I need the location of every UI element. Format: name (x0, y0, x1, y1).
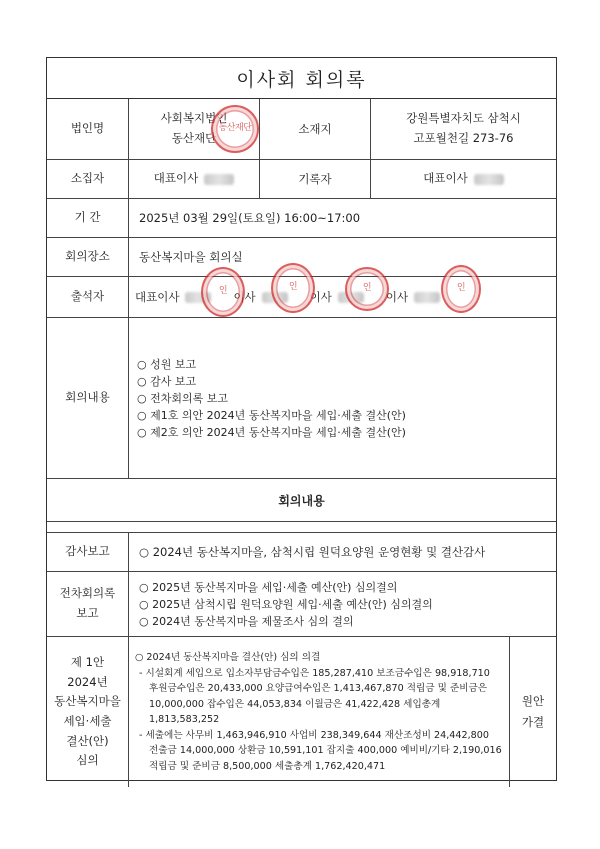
seal-text: 인 (218, 286, 228, 297)
redacted-name (414, 292, 440, 303)
attendees-label: 출석자 (47, 277, 129, 317)
attendees-row (47, 277, 556, 318)
venue-label: 회의장소 (47, 238, 129, 276)
venue-value: 동산복지마을 회의실 (139, 250, 243, 264)
minutes-document (46, 57, 557, 781)
motion1-line: 전출금 14,000,000 상환금 10,591,101 잡지출 400,000 예비비/기타 2,190,016 (149, 745, 502, 756)
previous-list (129, 572, 556, 636)
previous-label-line1: 전차회의록 (59, 586, 116, 601)
motion1-label-line: 동산복지마을 (54, 694, 121, 709)
motion1-label-line: 제 1안 (70, 655, 105, 670)
motion1-line: ○ 2024년 동산복지마을 결산(안) 심의 의결 (135, 652, 321, 663)
attendee-seal-icon (201, 267, 245, 317)
motion1-row (47, 637, 556, 787)
recorder-prefix: 대표이사 (423, 171, 468, 186)
address-line1: 강원특별자치도 삼척시 (406, 111, 521, 126)
redacted-name (204, 174, 234, 185)
previous-item: ○ 2024년 동산복지마을 제물조사 심의 결의 (139, 614, 354, 628)
previous-row (47, 572, 556, 637)
period-label: 기 간 (47, 199, 129, 237)
previous-item: ○ 2025년 동산복지마을 세입·세출 예산(안) 심의결의 (139, 580, 398, 594)
motion1-detail (129, 637, 509, 787)
corp-row (47, 99, 556, 160)
convener-label: 소집자 (47, 160, 129, 198)
corp-seal-text: 동산재단 (218, 123, 252, 134)
agenda-item: ○ 전차회의록 보고 (137, 391, 228, 405)
corp-seal-icon (211, 105, 259, 153)
corp-label: 법인명 (47, 99, 129, 159)
location-label: 소재지 (260, 99, 371, 159)
motion1-result (509, 637, 556, 787)
corp-name (129, 99, 260, 159)
audit-row (47, 532, 556, 572)
motion1-line: - 세출에는 사무비 1,463,946,910 사업비 238,349,644 재산조성비 24,442,800 (139, 729, 489, 741)
motion1-line: 적립금 및 준비금 8,500,000 세출총계 1,762,420,471 (149, 760, 386, 772)
attendee-title: 대표이사 (135, 290, 180, 304)
motion1-result-line2: 가결 (521, 715, 545, 729)
agenda-item: ○ 제2호 의안 2024년 동산복지마을 세입·세출 결산(안) (137, 425, 406, 439)
corp-name-line2: 동산재단 (171, 131, 217, 145)
motion1-label-line: 결산(안) (66, 733, 109, 748)
agenda-item: ○ 제1호 의안 2024년 동산복지마을 세입·세출 결산(안) (137, 408, 406, 422)
agenda-list (129, 318, 556, 478)
agenda-row (47, 318, 556, 479)
recorder-label: 기록자 (260, 160, 371, 198)
agenda-label: 회의내용 (47, 318, 129, 478)
seal-text: 인 (362, 283, 372, 294)
convener-row (47, 160, 556, 199)
attendee-seal-icon (345, 267, 389, 311)
address-line2: 고포월천길 273-76 (413, 131, 514, 145)
motion1-label-line: 심의 (76, 753, 99, 768)
previous-label-line2: 보고 (76, 606, 99, 620)
attendee-seal-icon (441, 265, 481, 313)
motion1-line: 후원금수입은 20,433,000 요양급여수입은 1,413,467,870 적립금 및 준비금은 (149, 683, 488, 694)
corp-name-line1: 사회복지법인 (160, 111, 228, 126)
agenda-item: ○ 성원 보고 (137, 357, 197, 371)
seal-text: 인 (456, 283, 466, 294)
motion1-result-line1: 원안 (521, 694, 545, 709)
document-title: 이사회 회의록 (47, 58, 556, 99)
attendee-seal-icon (271, 263, 315, 313)
recorder-value (371, 160, 556, 198)
attendee-title: 이사 (233, 290, 256, 304)
motion1-line: 10,000,000 잡수입은 44,053,834 이월금은 41,422,428 세입총계 1,813,583,252 (149, 698, 441, 725)
convener-prefix: 대표이사 (153, 171, 199, 186)
attendee-title: 이사 (309, 290, 332, 304)
attendee-title: 이사 (385, 290, 409, 304)
previous-item: ○ 2025년 삼척시립 원덕요양원 세입·세출 예산(안) 심의결의 (139, 597, 433, 611)
audit-label: 감사보고 (47, 533, 129, 571)
attendees-value (129, 277, 556, 317)
address (371, 99, 556, 159)
motion1-label-line: 세입·세출 (63, 714, 112, 728)
seal-text: 인 (288, 282, 298, 293)
motion1-line: - 시설회계 세입으로 입소자부담금수입은 185,287,410 보조금수입은 98,918,710 (139, 667, 490, 679)
previous-label (47, 572, 129, 636)
motion1-label-line: 2024년 (67, 674, 108, 689)
agenda-item: ○ 감사 보고 (137, 374, 197, 388)
spacer (47, 522, 556, 532)
spacer-cell (47, 522, 128, 532)
minutes-heading: 회의내용 (47, 479, 556, 522)
convener-value (129, 160, 260, 198)
redacted-name (474, 174, 504, 185)
period-value: 2025년 03월 29일(토요일) 16:00~17:00 (139, 211, 361, 225)
audit-value: ○ 2024년 동산복지마을, 삼척시립 원덕요양원 운영현황 및 결산감사 (139, 545, 486, 559)
motion1-label (47, 637, 129, 787)
period-row (47, 199, 556, 238)
